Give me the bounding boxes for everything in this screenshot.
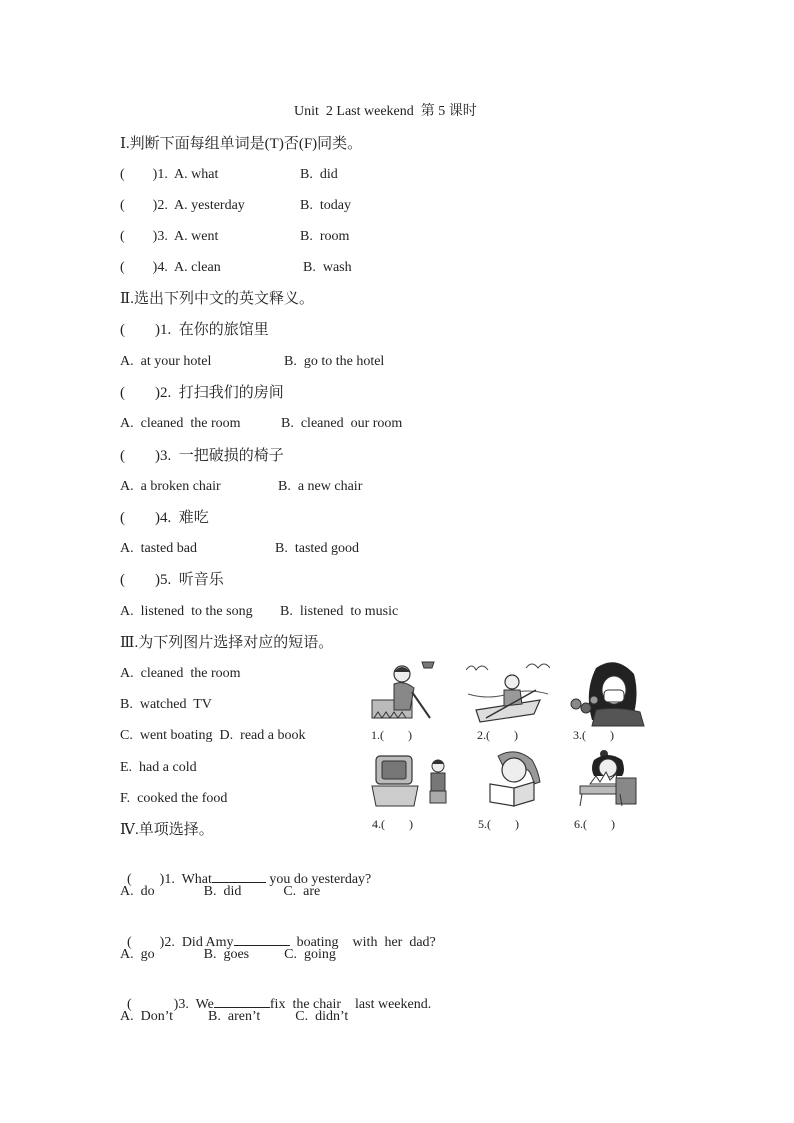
sec3-option-cd: C. went boating D. read a book	[120, 728, 306, 743]
sec2-option-5a: A. listened to the song	[120, 604, 253, 619]
section-1-heading: Ⅰ.判断下面每组单词是(T)否(F)同类。	[120, 136, 363, 152]
sec4-options-2: A. go B. goes C. going	[120, 947, 336, 962]
sec1-item-4: ( )4. A. clean	[120, 260, 221, 275]
picture-tv	[370, 752, 450, 808]
sec2-option-2a: A. cleaned the room	[120, 416, 241, 431]
picture-caption-5: 5.( )	[478, 817, 519, 831]
picture-caption-4: 4.( )	[372, 817, 413, 831]
sec1-item-4-b: B. wash	[303, 260, 352, 275]
picture-cooking	[574, 748, 644, 810]
picture-caption-1: 1.( )	[371, 728, 412, 742]
section-3-heading: Ⅲ.为下列图片选择对应的短语。	[120, 635, 334, 651]
sec1-item-2-b: B. today	[300, 198, 351, 213]
sec2-option-3a: A. a broken chair	[120, 479, 221, 494]
sec2-question-3: ( )3. 一把破损的椅子	[120, 448, 284, 464]
picture-caption-3: 3.( )	[573, 728, 614, 742]
sec1-item-1: ( )1. A. what	[120, 167, 219, 182]
sec1-item-3: ( )3. A. went	[120, 229, 219, 244]
sec4-options-1: A. do B. did C. are	[120, 884, 321, 899]
sec2-option-5b: B. listened to music	[280, 604, 399, 619]
sec4-question-3-suffix: fix the chair last weekend.	[269, 997, 432, 1012]
answer-blank	[234, 933, 290, 946]
picture-caption-2: 2.( )	[477, 728, 518, 742]
sec4-question-1-prefix: ( )1. What	[127, 872, 212, 887]
sec3-option-b: B. watched TV	[120, 697, 212, 712]
sec2-question-2: ( )2. 打扫我们的房间	[120, 385, 284, 401]
sec2-option-1a: A. at your hotel	[120, 354, 212, 369]
section-4-heading: Ⅳ.单项选择。	[120, 822, 214, 838]
sec3-option-e: E. had a cold	[120, 760, 197, 775]
picture-cold	[566, 660, 648, 728]
sec1-item-2: ( )2. A. yesterday	[120, 198, 245, 213]
picture-cleaning	[370, 658, 440, 724]
page-title: Unit 2 Last weekend 第 5 课时	[294, 104, 477, 119]
section-2-heading: Ⅱ.选出下列中文的英文释义。	[120, 291, 314, 307]
picture-reading	[476, 750, 546, 808]
sec2-option-2b: B. cleaned our room	[281, 416, 403, 431]
sec2-option-3b: B. a new chair	[278, 479, 363, 494]
sec4-question-2-suffix: boating with her dad?	[289, 935, 436, 950]
answer-blank	[214, 995, 270, 1008]
picture-boating	[466, 660, 550, 726]
picture-caption-6: 6.( )	[574, 817, 615, 831]
sec4-options-3: A. Don’t B. aren’t C. didn’t	[120, 1009, 349, 1024]
sec4-question-1-suffix: you do yesterday?	[265, 872, 372, 887]
sec3-option-f: F. cooked the food	[120, 791, 228, 806]
sec1-item-1-b: B. did	[300, 167, 338, 182]
sec2-option-4a: A. tasted bad	[120, 541, 197, 556]
sec3-option-a: A. cleaned the room	[120, 666, 241, 681]
sec2-question-4: ( )4. 难吃	[120, 510, 209, 526]
sec2-question-5: ( )5. 听音乐	[120, 572, 224, 588]
sec1-item-3-b: B. room	[300, 229, 350, 244]
sec2-option-4b: B. tasted good	[275, 541, 359, 556]
sec4-question-2-prefix: ( )2. Did Amy	[127, 935, 234, 950]
sec4-question-3-prefix: ( )3. We	[127, 997, 214, 1012]
sec2-option-1b: B. go to the hotel	[284, 354, 385, 369]
sec2-question-1: ( )1. 在你的旅馆里	[120, 322, 269, 338]
answer-blank	[212, 870, 266, 883]
